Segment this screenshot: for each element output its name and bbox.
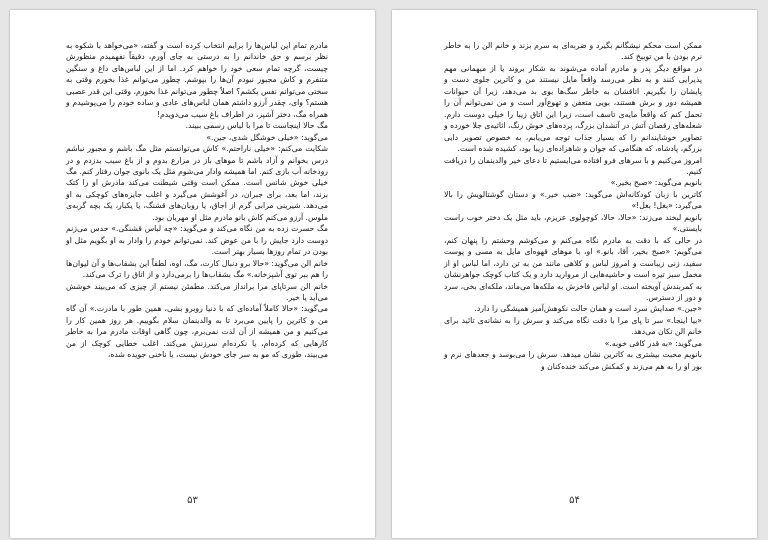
paragraph: «جین.» صدایش سرد است و همان حالت نکوهش‌آمیز همیشگی را دارد. (474, 304, 702, 314)
paragraph: امروز می‌کنیم و با سرهای فرو افتاده می‌ایستیم تا دعای خیر والدینمان را دریافت کنیم. (444, 155, 702, 176)
paragraph: خانم الن می‌گوید: «حالا برو دنبال کارت، مگ، اوه، لطفاً این بشقاب‌ها و آن لیوان‌ها را هم ببر توی آشپزخانه.» مگ بشقاب‌ها را برمی‌دارد و از اتاق را ترک می‌کند. (66, 258, 328, 280)
paragraph: می‌گوید: «حالا کاملاً آماده‌ای که با دنیا روبرو بشی، همین طور با مادرت.» آن گاه من و کاترین را پایین می‌برد تا به والدینمان سلام بگوییم. هر روز همین کار را می‌کنیم و من همیشه از آن لذت نمی‌برم، چون گاهی اوقات مادرم مرا به خاطر کارهایی که کرده‌ام، یا نکرده‌ام سرزنش می‌کند. اغلب خطایی کوچک از من می‌بیند، طوری که مو به سر جای خودش نیست، یا ناخنی جویده شده، (66, 304, 328, 360)
paragraph: خانم الن سرتاپای مرا برانداز می‌کند. مطمئن نیستم از چیزی که می‌بیند خوشش می‌آید یا خیر. (66, 281, 328, 302)
paragraph: ممکن است محکم نیشگانم بگیرد و ضربه‌ای به سرم بزند و خانم الن را به خاطر نرم بودن با من توبیخ کند. (444, 41, 702, 62)
paragraph: کاترین با زبان کودکانه‌اش می‌گوید: «ضب خیر.» و دستان گوشتالویش را بالا می‌گیرد: «بغل! بغل!» (444, 189, 702, 211)
paragraph: می‌گوید: «به قدر کافی خوبه.» (604, 338, 702, 348)
paragraph: «بیا اینجا.» سر تا پای مرا با دقت نگاه می‌کند و سرش را به نشانه‌ی تائید برای خانم الن تکان می‌دهد. (444, 315, 702, 337)
paragraph: می‌گوید: «خیلی خوشگل شدی، جین.» (206, 132, 328, 142)
paragraph: بانویم می‌گوید: «صبح بخیر.» (610, 178, 702, 188)
paragraph: مادرم تمام این لباس‌ها را برایم انتخاب کرده است و گفته، «می‌خواهد با شکوه به نظر برسم و حق خاندانم را به درستی به جای آورم، دقیقاً نفهمیدم منظورش چیست، گرچه تمام سعی خود را خواهم کرد. اما از این لباس‌های داغ و سنگین متنفرم و کاش مجبور نبودم آن‌ها را بپوشم. چطور می‌توانم غذا بخورم وقتی به سختی می‌توانم نفس بکشم؟ اصلاً چطور می‌توانم غذا بخورم، وقتی این قدر عصبی هستم؟ وای، چقدر آرزو داشتم همان لباس‌های عادی و ساده خودم را می‌پوشیدم و همراه مگ، دختر آشپز، در اطراف باغ سیب می‌دویدم! (66, 41, 328, 119)
paragraph: بانویم محبت بیشتری به کاترین نشان میدهد. سرش را می‌بوسد و جعدهای نرم و بور او را به هم می‌زند و کمکش می‌کند خنده‌کنان و (444, 350, 702, 371)
paragraph: مگ حسرت زده به من نگاه می‌کند و می‌گوید: «چه لباس قشنگی.» حدس می‌زنم دوست دارد جایش را با من عوض کند. نمی‌توانم خودم را وادار به او بگویم مثل او بودن در تمام روزها بسیار بهتر است. (66, 224, 328, 257)
paragraph: در مواقع دیگر پدر و مادرم آماده می‌شوند به شکار بروند یا از میهمانی مهم پذیرایی کنند و به نظر می‌رسد واقعاً مایل نیستند من و کاترین جلوی دست و پایشان را بگیریم. اتاقشان به خاطر سگ‌ها بوی بد می‌دهد، زیرا آن حیوانات همیشه دور و برش هستند، بویی متعفن و تهوع‌آور است و من نمی‌توانم آن را تحمل کنم که واقعاً مایه‌ی تاسف است، زیرا این اتاق زیبا را خیلی دوست دارم. شعله‌های رقصان آتش در آتشدان بزرگ، پرده‌های خوش رنگ، اثاثیه‌ی جلا خورده و تصاویر خوشایندانم را که بسیار جذاب توجه می‌یابم، به خصوص تصویر دایی بزرگم، پادشاه، که هنگامی که جوان و شاهزاده‌ای زیبا بود، کشیده شده است. (444, 63, 702, 154)
paragraph: بانویم لبخند می‌زند: «حالا، حالا، کوچولوی عزیزم، باید مثل یک دختر خوب راست بایستی.» (444, 212, 702, 234)
page-left (10, 10, 375, 538)
page-text (444, 40, 702, 372)
paragraph: شکایت می‌کنم: «خیلی ناراحتم.» کاش می‌توانستم مثل مگ باشم و مجبور نباشم درس بخوانم و آزاد باشم تا موهای باز در مزارع بدوم و از باغ سیب بدزدم و در رودخانه آب بازی کنم. اما همیشه وادار می‌شوم مثل یک بانوی جوان رفتار کنم. مگ خیلی خوش شانس است. ممکن است وقتی شیطنت می‌کند مادرش او را کتک بزند، اما بعد، برای جبران، در آغوشش می‌گیرد و اغلب جایزه‌های کوچکی به او می‌دهد. شیرینی مرابی گرم از اجاق، یا روبان‌های قشنگ، یا یکبار، یک بچه گربه‌ی ملوس. آرزو می‌کنم کاش بانو مادرم مثل او مهربان بود. (66, 144, 328, 222)
paragraph: مگ حالا اینجاست تا مرا با لباس رسمی ببیند. (185, 121, 328, 131)
page-right (392, 10, 757, 538)
page-number: ۵۳ (187, 495, 198, 506)
paragraph: در حالی که با دقت به مادرم نگاه می‌کنم و می‌کوشم وحشتم را پنهان کنم، می‌گویم: «صبح بخیر، آقا، بانو.» او، با موهای قهوه‌ای مایل به مسی و پوست سفید، زنی زیباست و امروز لباس و کلاهی مانند من به تن دارد، اما لباس او از مخمل سبز تیره است و حاشیه‌هایی از مروارید دارد و یک کتاب کوچک جواهرنشان به کمربندش آویخته است. او لباس فاخرش به ملکه‌ها می‌ماند، ملکه‌ای بخی، سرد و دور از دسترس. (444, 235, 702, 302)
page-number: ۵۴ (569, 495, 580, 506)
page-text (66, 40, 328, 361)
